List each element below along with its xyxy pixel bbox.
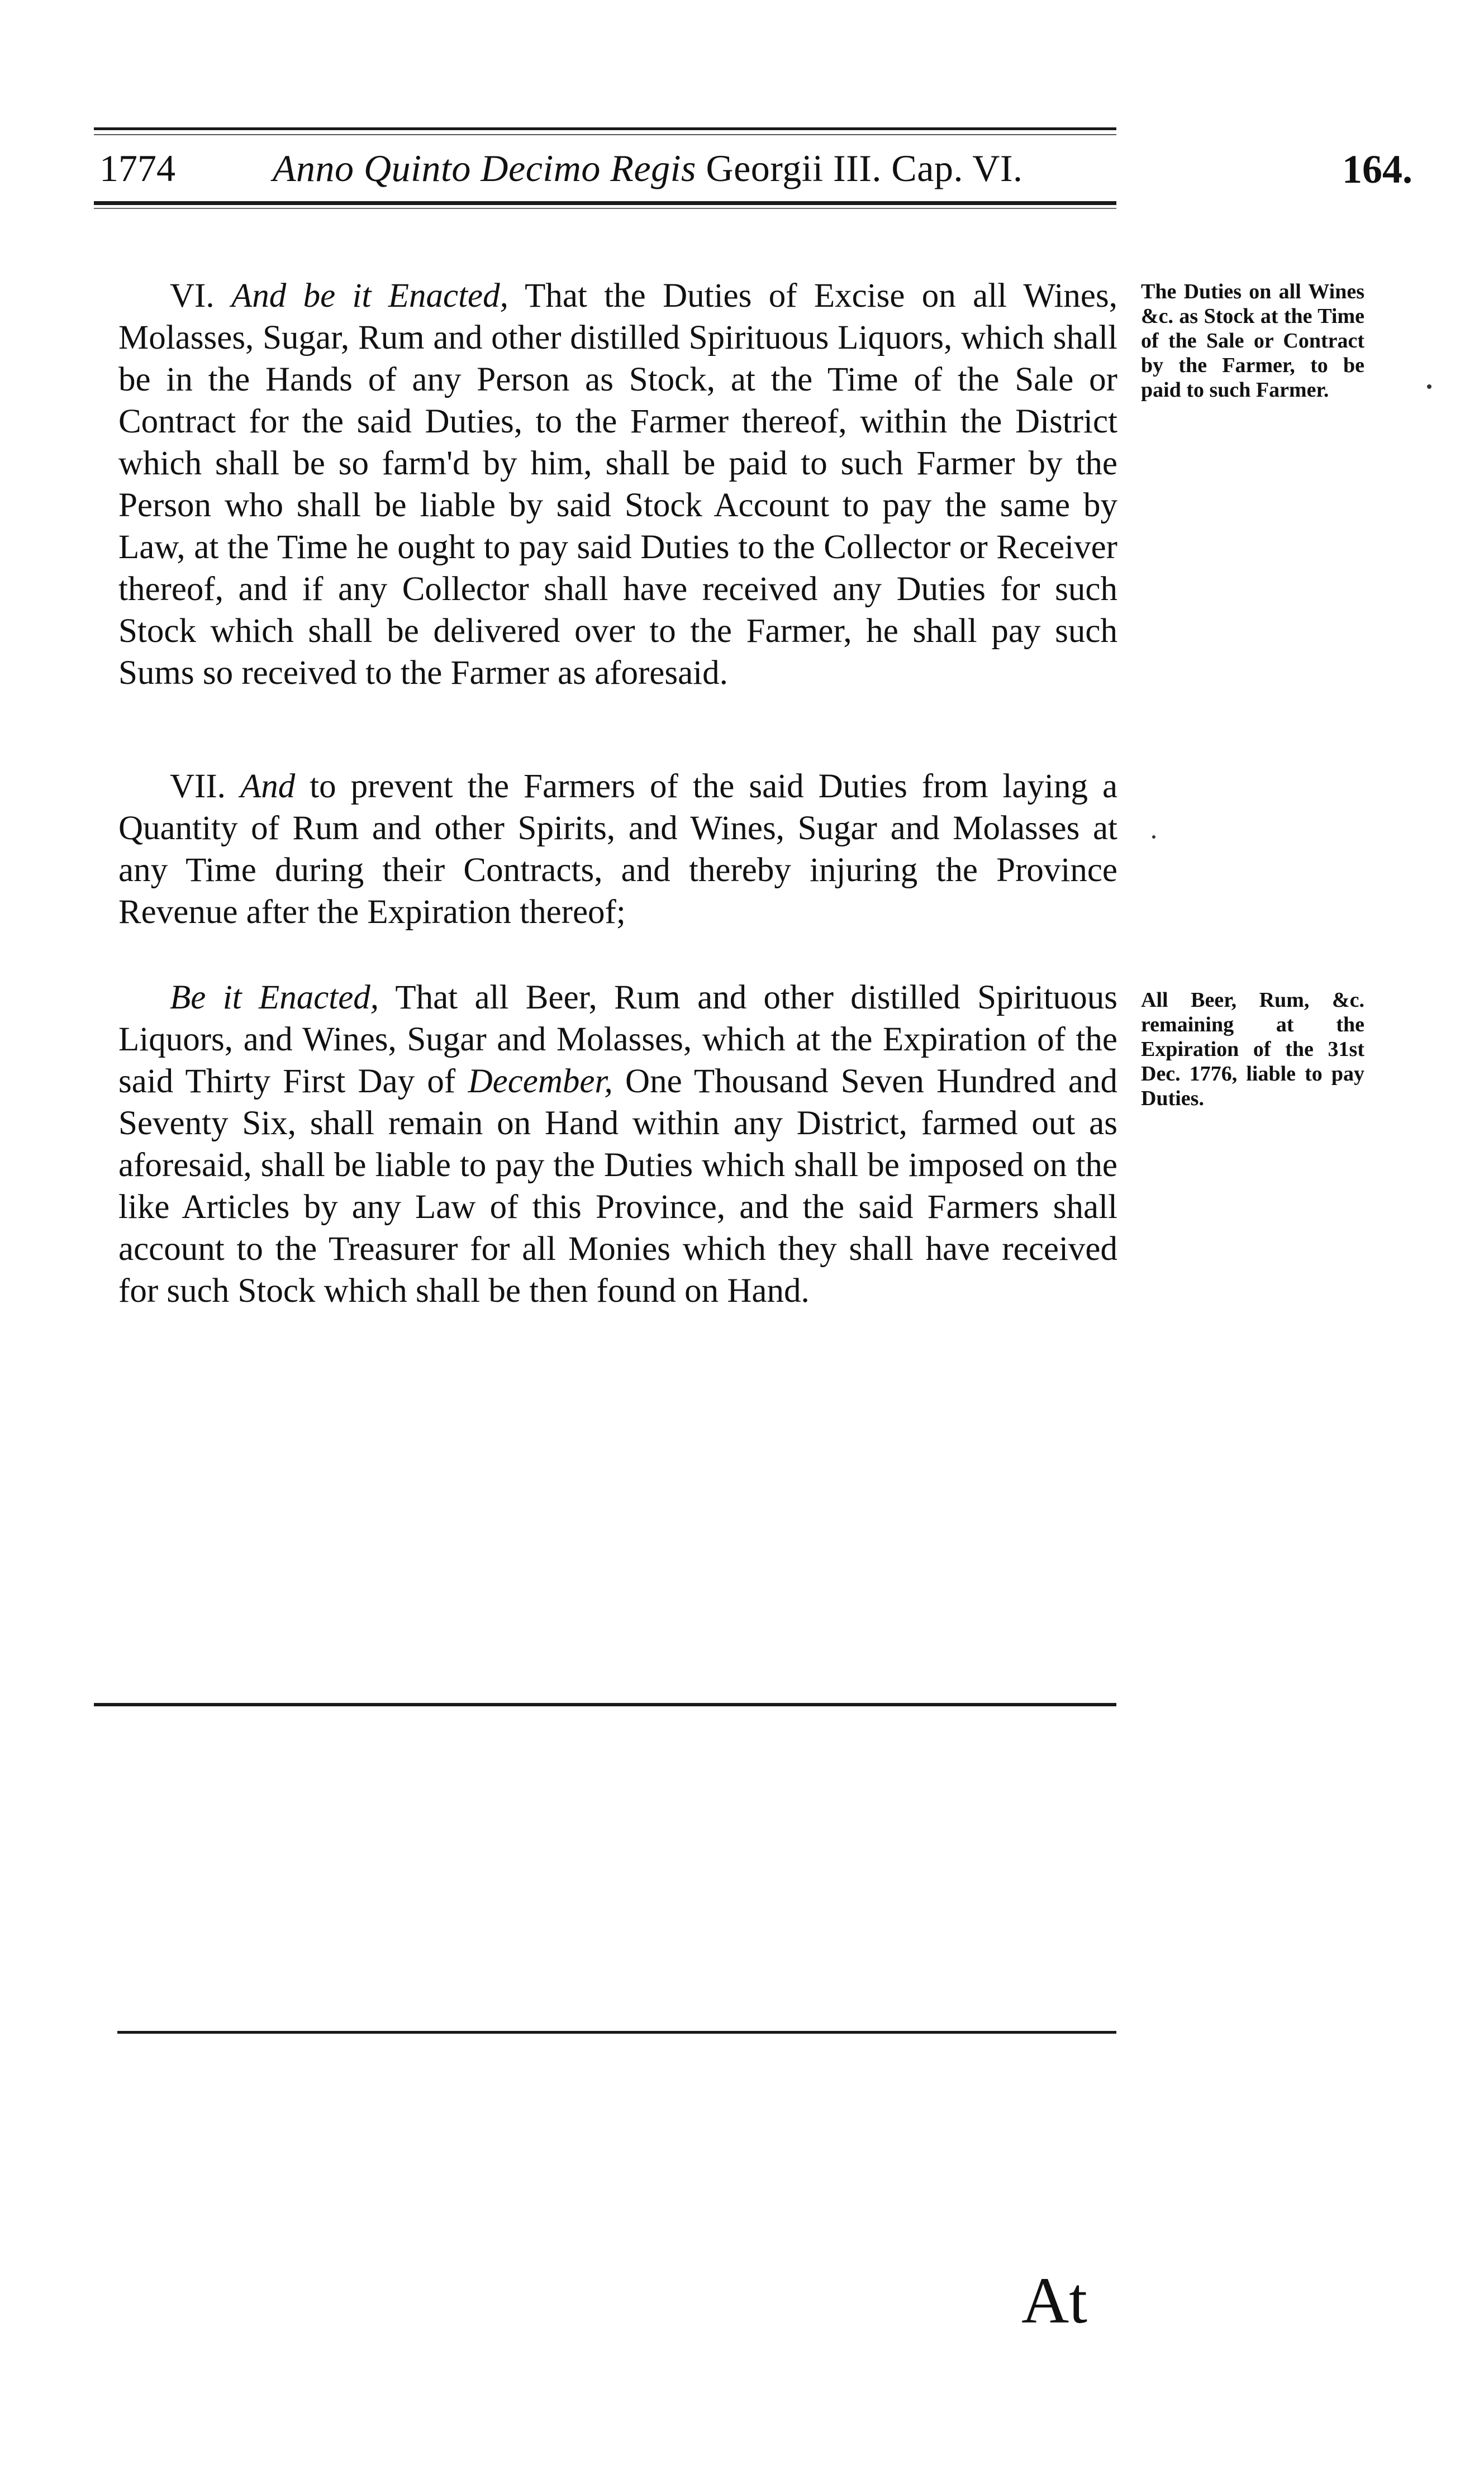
enact-date: December, (468, 1063, 613, 1100)
section-vi-opening: And be it Enacted, (231, 277, 508, 315)
stray-dot (1427, 384, 1431, 389)
header-title (273, 146, 1022, 191)
header-title-italic: Anno Quinto Decimo Regis (273, 147, 696, 189)
header-year: 1774 (99, 147, 175, 189)
section-vii-number: VII. (170, 768, 226, 805)
section-enact-text (118, 977, 1117, 1312)
section-vii-text (118, 765, 1117, 933)
top-rule-dotted (94, 134, 1116, 135)
enact-body-a: That all Beer, Rum and other distilled Spirituous Liquors, and Wines, Sugar and Molasses, which at the Expiration of the said Thirty First Day of (118, 979, 1117, 1100)
stray-dot-2 (1152, 835, 1155, 839)
margin-note-enact: All Beer, Rum, &c. remaining at the Expiration of the 31st Dec. 1776, liable to pay Duties. (1141, 988, 1364, 1110)
section-vii-body: to prevent the Farmers of the said Duties from laying a Quantity of Rum and other Spirits, and Wines, Sugar and Molasses at any Time during their Contracts, and thereby injuring the Province Revenue after the Expiration thereof; (118, 768, 1118, 931)
header-title-roman: Georgii III. Cap. VI. (706, 147, 1023, 189)
mid-rule (94, 1703, 1116, 1706)
margin-note-vi: The Duties on all Wines &c. as Stock at the Time of the Sale or Contract by the Farmer, to be paid to such Farmer. (1141, 280, 1364, 402)
header-rule (94, 201, 1116, 205)
bottom-rule (117, 2031, 1116, 2034)
page-number: 164. (1342, 147, 1412, 192)
enact-body-b: One Thousand Seven Hundred and Seventy Six, shall remain on Hand within any District, farmed out as aforesaid, shall be liable to pay the Duties which shall be imposed on the like Articles by any Law of this Province, and the said Farmers shall account to the Treasurer for all Monies which they shall have received for such Stock which shall be then found on Hand. (118, 1063, 1118, 1310)
header-rule-lower (94, 208, 1116, 209)
section-vi-text (118, 275, 1117, 694)
section-vi-number: VI. (170, 277, 215, 315)
catchword: At (1021, 2264, 1087, 2337)
top-rule-thin (94, 127, 1116, 130)
section-vi-body: That the Duties of Excise on all Wines, Molasses, Sugar, Rum and other distilled Spirituous Liquors, which shall be in the Hands of any Person as Stock, at the Time of the Sale or Contract for the said Duties, to the Farmer thereof, within the District which shall be so farm'd by him, shall be paid to such Farmer by the Person who shall be liable by said Stock Account to pay the same by Law, at the Time he ought to pay said Duties to the Collector or Receiver thereof, and if any Collector shall have received any Duties for such Stock which shall be delivered over to the Farmer, he shall pay such Sums so received to the Farmer as aforesaid. (118, 277, 1117, 692)
enact-opening: Be it Enacted, (170, 979, 379, 1016)
section-vii-opening: And (240, 768, 296, 805)
running-header (94, 146, 1412, 202)
